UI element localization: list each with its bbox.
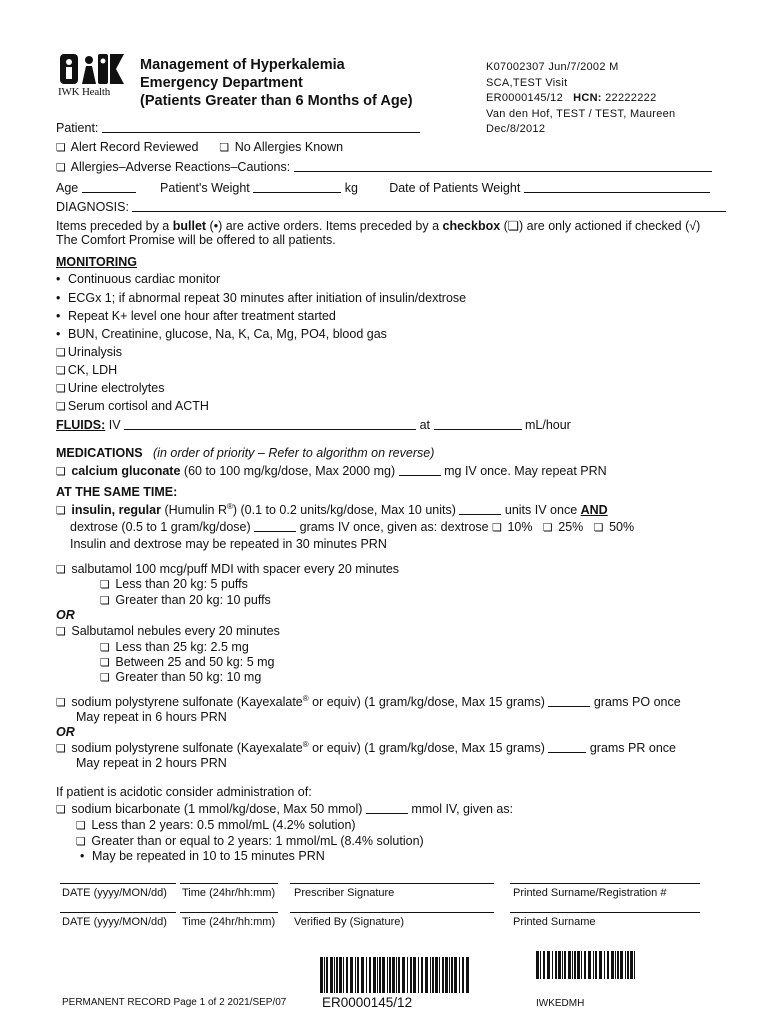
barcode-bar xyxy=(564,951,566,979)
patient-label-date: Dec/8/2012 xyxy=(486,123,546,135)
form-barcode xyxy=(536,951,638,979)
barcode-bar xyxy=(402,957,405,993)
barcode-bar xyxy=(350,957,353,993)
salbutamol-mdi-option[interactable]: ❏ Greater than 20 kg: 10 puffs xyxy=(100,593,271,607)
instructions-line1: Items preceded by a bullet (•) are active orders. Items preceded by a checkbox (❏) are only actioned if checked (√) xyxy=(56,219,701,233)
barcode-bar xyxy=(377,957,378,993)
logo-org-text: IWK Health xyxy=(58,86,111,98)
barcode-bar xyxy=(572,951,573,979)
barcode-bar xyxy=(543,951,545,979)
no-allergies-checkbox[interactable]: ❏ xyxy=(219,141,230,154)
urinalysis-checkbox[interactable]: ❏ Urinalysis xyxy=(56,345,123,359)
barcode-bar xyxy=(366,957,367,993)
bicarbonate-order[interactable]: ❏ sodium bicarbonate (1 mmol/kg/dose, Max 50 mmol) mmol IV, given as: xyxy=(56,802,514,816)
barcode-bar xyxy=(454,957,457,993)
barcode-bar xyxy=(593,951,594,979)
barcode-bar xyxy=(410,957,412,993)
barcode-bar xyxy=(588,951,591,979)
fluids-row[interactable]: FLUIDS: IV at mL/hour xyxy=(56,418,571,432)
barcode-bar xyxy=(324,957,325,993)
allergies-field[interactable]: ❏ Allergies–Adverse Reactions–Cautions: xyxy=(56,160,712,174)
barcode-bar xyxy=(555,951,557,979)
encounter-barcode xyxy=(320,957,470,993)
barcode-bar xyxy=(382,957,385,993)
barcode-bar xyxy=(413,957,416,993)
barcode-bar xyxy=(599,951,602,979)
barcode-bar xyxy=(552,951,553,979)
barcode-bar xyxy=(581,951,582,979)
cortisol-acth-checkbox[interactable]: ❏ Serum cortisol and ACTH xyxy=(56,399,209,413)
monitoring-item: • Repeat K+ level one hour after treatment started xyxy=(56,309,336,323)
sig-label: Printed Surname/Registration # xyxy=(513,887,667,899)
kayexalate-pr-repeat: May repeat in 2 hours PRN xyxy=(76,756,227,770)
barcode-bar xyxy=(435,957,438,993)
barcode-bar xyxy=(389,957,391,993)
barcode-bar xyxy=(392,957,395,993)
barcode-bar xyxy=(595,951,597,979)
instructions-line2: The Comfort Promise will be offered to all patients. xyxy=(56,233,336,247)
barcode-bar xyxy=(387,957,388,993)
date-line[interactable] xyxy=(60,883,176,884)
barcode-bar xyxy=(611,951,614,979)
barcode-bar xyxy=(398,957,400,993)
date-line[interactable] xyxy=(60,912,176,913)
ck-ldh-checkbox[interactable]: ❏ CK, LDH xyxy=(56,363,118,377)
patient-label-encounter: ER0000145/12 HCN: 22222222 xyxy=(486,92,657,104)
barcode-bar xyxy=(451,957,453,993)
monitoring-item: • ECGx 1; if abnormal repeat 30 minutes after initiation of insulin/dextrose xyxy=(56,291,467,305)
barcode-bar xyxy=(369,957,371,993)
patient-field[interactable]: Patient: xyxy=(56,121,420,135)
barcode-bar xyxy=(547,951,550,979)
kayexalate-po-order[interactable]: ❏ sodium polystyrene sulfonate (Kayexalate® or equiv) (1 gram/kg/dose, Max 15 grams) grams PO once xyxy=(56,694,681,710)
acidotic-intro: If patient is acidotic consider administration of: xyxy=(56,785,312,799)
barcode-bar xyxy=(568,951,571,979)
time-line[interactable] xyxy=(180,912,278,913)
barcode-bar xyxy=(336,957,338,993)
barcode-bar xyxy=(445,957,448,993)
patient-label-visit: SCA,TEST Visit xyxy=(486,77,568,89)
barcode-bar xyxy=(562,951,563,979)
barcode-bar xyxy=(558,951,561,979)
barcode-bar xyxy=(339,957,342,993)
barcode-bar xyxy=(577,951,580,979)
barcode-bar xyxy=(584,951,586,979)
barcode-bar xyxy=(536,951,539,979)
calcium-gluconate-order[interactable]: ❏ calcium gluconate (60 to 100 mg/kg/dose, Max 2000 mg) mg IV once. May repeat PRN xyxy=(56,464,607,478)
monitoring-heading: MONITORING xyxy=(56,255,138,269)
salbutamol-neb-option[interactable]: ❏ Less than 25 kg: 2.5 mg xyxy=(100,640,249,654)
monitoring-item: • BUN, Creatinine, glucose, Na, K, Ca, Mg, PO4, blood gas xyxy=(56,327,387,341)
salbutamol-neb-order[interactable]: ❏ Salbutamol nebules every 20 minutes xyxy=(56,624,280,638)
sig-label: Time (24hr/hh:mm) xyxy=(182,916,276,928)
barcode-bar xyxy=(634,951,635,979)
insulin-repeat-note: Insulin and dextrose may be repeated in 30 minutes PRN xyxy=(70,537,387,551)
footer-record: PERMANENT RECORD Page 1 of 2 2021/SEP/07 xyxy=(62,997,287,1008)
insulin-order[interactable]: ❏ insulin, regular (Humulin R®) (0.1 to 0.2 units/kg/dose, Max 10 units) units IV once AND xyxy=(56,502,608,518)
barcode-bar xyxy=(620,951,623,979)
barcode-bar xyxy=(379,957,381,993)
barcode-bar xyxy=(439,957,440,993)
barcode-bar xyxy=(346,957,348,993)
barcode-bar xyxy=(615,951,616,979)
alert-row: ❏ Alert Record Reviewed ❏ No Allergies Known xyxy=(56,140,344,154)
or-label: OR xyxy=(56,608,75,622)
age-weight-row[interactable]: Age Patient's Weight kg Date of Patients Weight xyxy=(56,181,710,195)
sig-label: DATE (yyyy/MON/dd) xyxy=(62,887,167,899)
dextrose-50-checkbox: ❏ xyxy=(593,521,604,534)
salbutamol-mdi-option[interactable]: ❏ Less than 20 kg: 5 puffs xyxy=(100,577,248,591)
same-time-label: AT THE SAME TIME: xyxy=(56,485,178,499)
barcode-bar xyxy=(459,957,460,993)
barcode-bar xyxy=(540,951,541,979)
dextrose-25-checkbox: ❏ xyxy=(542,521,553,534)
barcode-bar xyxy=(630,951,633,979)
barcode-bar xyxy=(430,957,431,993)
barcode-bar xyxy=(326,957,328,993)
barcode-bar xyxy=(432,957,434,993)
barcode-bar xyxy=(330,957,333,993)
salbutamol-neb-option[interactable]: ❏ Between 25 and 50 kg: 5 mg xyxy=(100,655,275,669)
form-subtitle-department: Emergency Department xyxy=(140,75,303,91)
sig-label: Printed Surname xyxy=(513,916,596,928)
barcode-bar xyxy=(343,957,344,993)
bicarbonate-option[interactable]: ❏ Less than 2 years: 0.5 mmol/mL (4.2% solution) xyxy=(76,818,356,832)
barcode-bar xyxy=(334,957,335,993)
urine-electrolytes-checkbox[interactable]: ❏ Urine electrolytes xyxy=(56,381,165,395)
monitoring-item: • Continuous cardiac monitor xyxy=(56,272,221,286)
prescriber-surname-line[interactable] xyxy=(510,883,700,884)
sig-label: Time (24hr/hh:mm) xyxy=(182,887,276,899)
barcode-bar xyxy=(418,957,419,993)
barcode-bar xyxy=(425,957,428,993)
barcode-bar xyxy=(604,951,605,979)
diagnosis-field[interactable]: DIAGNOSIS: xyxy=(56,200,726,214)
bicarbonate-option[interactable]: ❏ Greater than or equal to 2 years: 1 mmol/mL (8.4% solution) xyxy=(76,834,424,848)
barcode-bar xyxy=(320,957,323,993)
footer-form-code: IWKEDMH xyxy=(536,998,585,1009)
barcode-bar xyxy=(442,957,444,993)
form-subtitle-age: (Patients Greater than 6 Months of Age) xyxy=(140,93,413,109)
dextrose-order[interactable]: dextrose (0.5 to 1 gram/kg/dose) grams IV once, given as: dextrose ❏ 10% ❏ 25% ❏ 50% xyxy=(70,520,635,534)
barcode-bar xyxy=(627,951,629,979)
dextrose-10-checkbox: ❏ xyxy=(492,521,502,534)
salbutamol-mdi-order[interactable]: ❏ salbutamol 100 mcg/puff MDI with spacer every 20 minutes xyxy=(56,562,400,576)
verifier-signature-line[interactable] xyxy=(290,912,494,913)
barcode-bar xyxy=(396,957,397,993)
patient-label-id: K07002307 Jun/7/2002 M xyxy=(486,61,619,73)
bicarbonate-repeat: • May be repeated in 10 to 15 minutes PRN xyxy=(80,849,325,863)
alert-reviewed-checkbox[interactable]: ❏ xyxy=(56,141,66,154)
kayexalate-pr-order[interactable]: ❏ sodium polystyrene sulfonate (Kayexalate® or equiv) (1 gram/kg/dose, Max 15 grams) grams PR once xyxy=(56,740,676,756)
sig-label: Verified By (Signature) xyxy=(294,916,405,928)
verifier-surname-line[interactable] xyxy=(510,912,700,913)
prescriber-signature-line[interactable] xyxy=(290,883,494,884)
barcode-bar xyxy=(355,957,356,993)
or-label: OR xyxy=(56,725,75,739)
barcode-bar xyxy=(607,951,609,979)
barcode-bar xyxy=(625,951,626,979)
barcode-bar xyxy=(421,957,423,993)
patient-label-physician: Van den Hof, TEST / TEST, Maureen xyxy=(486,108,676,120)
medications-heading: MEDICATIONS (in order of priority – Refer to algorithm on reverse) xyxy=(56,446,435,460)
barcode-bar xyxy=(407,957,408,993)
barcode-bar xyxy=(449,957,450,993)
time-line[interactable] xyxy=(180,883,278,884)
barcode-bar xyxy=(574,951,576,979)
barcode-bar xyxy=(373,957,376,993)
barcode-bar xyxy=(357,957,359,993)
sig-label: DATE (yyyy/MON/dd) xyxy=(62,916,167,928)
footer-barcode-id: ER0000145/12 xyxy=(322,995,413,1010)
barcode-bar xyxy=(466,957,469,993)
salbutamol-neb-option[interactable]: ❏ Greater than 50 kg: 10 mg xyxy=(100,670,262,684)
sig-label: Prescriber Signature xyxy=(294,887,395,899)
barcode-bar xyxy=(617,951,619,979)
barcode-bar xyxy=(361,957,364,993)
form-title: Management of Hyperkalemia xyxy=(140,57,345,73)
kayexalate-po-repeat: May repeat in 6 hours PRN xyxy=(76,710,227,724)
barcode-bar xyxy=(462,957,464,993)
